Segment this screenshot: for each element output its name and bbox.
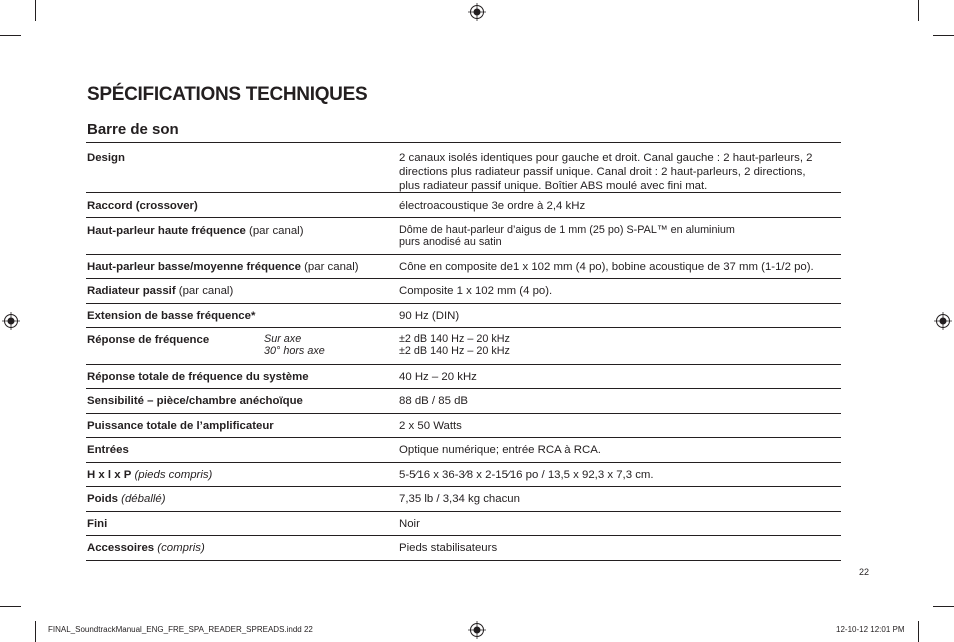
page-number: 22 (859, 567, 870, 577)
spec-label: Poids (87, 493, 119, 505)
spec-value: Pieds stabilisateurs (399, 542, 498, 554)
spec-value: 7,35 lb / 3,34 kg chacun (399, 493, 520, 505)
spec-value: purs anodisé au satin (399, 236, 502, 248)
footer-timestamp: 12-10-12 12:01 PM (836, 625, 905, 634)
spec-value: ±2 dB 140 Hz – 20 kHz (399, 333, 510, 345)
spec-label: Design (87, 152, 125, 164)
registration-mark-icon (2, 312, 20, 330)
spec-sublabel: Sur axe (264, 333, 302, 345)
table-row (86, 487, 841, 512)
spec-value: 2 x 50 Watts (399, 420, 462, 432)
crop-mark (0, 606, 21, 607)
registration-mark-icon (934, 312, 952, 330)
spec-label: Haut-parleur haute fréquence (87, 225, 246, 237)
spec-label: Accessoires (87, 542, 155, 554)
spec-label: Raccord (crossover) (87, 200, 198, 212)
spec-table (86, 142, 841, 561)
spec-label-note: (par canal) (300, 261, 359, 273)
spec-value: Cône en composite de1 x 102 mm (4 po), bobine acoustique de 37 mm (1-1/2 po). (399, 261, 814, 273)
table-row (86, 143, 841, 193)
spec-value: électroacoustique 3e ordre à 2,4 kHz (399, 200, 586, 212)
table-row (86, 438, 841, 463)
crop-mark (918, 621, 919, 642)
footer-filename: FINAL_SoundtrackManual_ENG_FRE_SPA_READER_SPREADS.indd 22 (48, 625, 313, 634)
spec-value: plus radiateur passif unique. Boîtier ABS moulé avec fini mat. (399, 180, 708, 192)
spec-label: Radiateur passif (87, 285, 176, 297)
table-row (86, 279, 841, 304)
spec-label: Sensibilité – pièce/chambre anéchoïque (87, 395, 303, 407)
spec-label: Réponse de fréquence (87, 334, 210, 346)
spec-label: Entrées (87, 444, 129, 456)
crop-mark (933, 606, 954, 607)
table-row (86, 218, 841, 255)
spec-label-note: (compris) (154, 542, 205, 554)
spec-label-note: (pieds compris) (131, 469, 213, 481)
spec-value: 90 Hz (DIN) (399, 310, 460, 322)
registration-mark-icon (468, 621, 486, 639)
crop-mark (918, 0, 919, 21)
page-title: SPÉCIFICATIONS TECHNIQUES (87, 84, 368, 105)
spec-label: Réponse totale de fréquence du système (87, 371, 309, 383)
spec-value: 2 canaux isolés identiques pour gauche et droit. Canal gauche : 2 haut-parleurs, 2 (399, 152, 813, 164)
spec-label-note: (déballé) (118, 493, 166, 505)
spec-sublabel: 30° hors axe (264, 345, 325, 357)
crop-mark (35, 0, 36, 21)
spec-value: directions plus radiateur passif unique. Canal droit : 2 haut-parleurs, 2 directions, (399, 166, 806, 178)
spec-label: Puissance totale de l’amplificateur (87, 420, 274, 432)
table-row (86, 255, 841, 279)
spec-value: Dôme de haut-parleur d’aigus de 1 mm (25 po) S-PAL™ en aluminium (399, 224, 735, 236)
crop-mark (933, 35, 954, 36)
table-row (86, 536, 841, 561)
table-row (86, 304, 841, 328)
table-row (86, 463, 841, 487)
spec-value: Composite 1 x 102 mm (4 po). (399, 285, 553, 297)
spec-value: Noir (399, 518, 420, 530)
spec-label: Fini (87, 518, 108, 530)
registration-mark-icon (468, 3, 486, 21)
spec-value: Optique numérique; entrée RCA à RCA. (399, 444, 601, 456)
section-heading: Barre de son (87, 121, 179, 138)
spec-value: ±2 dB 140 Hz – 20 kHz (399, 345, 510, 357)
table-row (86, 193, 841, 218)
spec-label: Haut-parleur basse/moyenne fréquence (87, 261, 301, 273)
crop-mark (35, 621, 36, 642)
table-row (86, 365, 841, 389)
spec-label: Extension de basse fréquence* (87, 310, 256, 322)
spec-label: H x l x P (87, 469, 132, 481)
spec-label-note: (par canal) (245, 225, 304, 237)
crop-mark (0, 35, 21, 36)
spec-value: 40 Hz – 20 kHz (399, 371, 477, 383)
table-row (86, 328, 841, 365)
spec-value: 88 dB / 85 dB (399, 395, 469, 407)
table-row (86, 389, 841, 414)
table-row (86, 414, 841, 438)
table-row (86, 512, 841, 536)
spec-label-note: (par canal) (175, 285, 234, 297)
spec-value: 5-5⁄16 x 36-3⁄8 x 2-15⁄16 po / 13,5 x 92,3 x 7,3 cm. (399, 469, 654, 481)
